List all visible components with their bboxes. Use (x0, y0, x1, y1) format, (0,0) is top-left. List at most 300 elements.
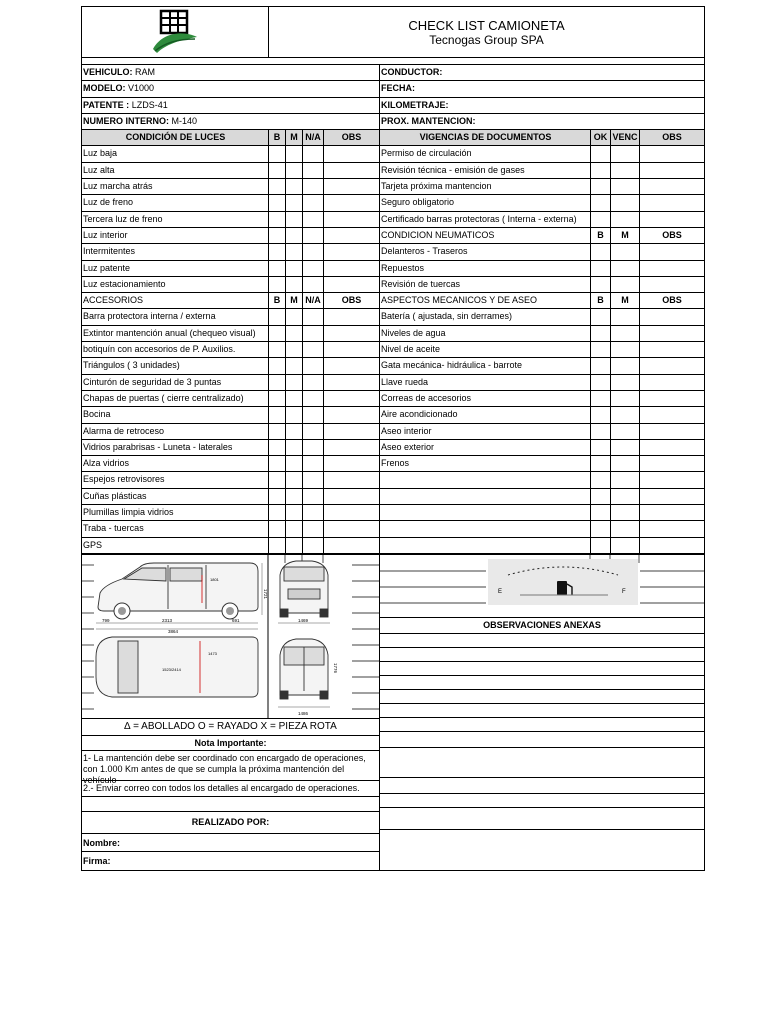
header (81, 6, 705, 58)
obs-cell[interactable] (323, 424, 379, 439)
info-row-conductor[interactable]: CONDUCTOR: (380, 65, 704, 81)
accessory-row (82, 456, 379, 472)
mechanical-row (380, 358, 704, 374)
mechanical-header-row (380, 293, 704, 309)
dim-1776: 1776 (333, 662, 338, 673)
lower-right (379, 555, 704, 870)
check-b-cell[interactable] (590, 358, 610, 373)
damage-legend: ∆ = ABOLLADO O = RAYADO X = PIEZA ROTA (82, 719, 379, 736)
dim-1473: 1473 (208, 650, 217, 656)
lights-col-b: B (268, 130, 285, 145)
obs-line[interactable] (380, 676, 704, 690)
empty-check-cell[interactable] (590, 505, 610, 520)
check-b-cell[interactable] (268, 326, 285, 341)
dim-1801: 1801 (210, 576, 219, 582)
lights-col-obs: OBS (323, 130, 379, 145)
document-item-label: Permiso de circulación (381, 148, 472, 159)
acc-col-obs: OBS (323, 293, 379, 308)
check-b-cell[interactable] (590, 424, 610, 439)
mechanical-item-label: Batería ( ajustada, sin derrames) (381, 311, 513, 322)
acc-col-m: M (285, 293, 302, 308)
nombre-row[interactable] (82, 834, 379, 852)
check-venc-cell[interactable] (610, 212, 639, 227)
notes-title: Nota Importante: (82, 736, 379, 751)
check-b-cell[interactable] (268, 342, 285, 357)
empty-check-cell[interactable] (610, 521, 639, 536)
empty-check-cell[interactable] (590, 538, 610, 553)
dim-691: 691 (232, 617, 240, 623)
obs-line[interactable] (380, 634, 704, 648)
left-column (82, 130, 379, 554)
obs-cell[interactable] (639, 277, 704, 292)
empty-obs-cell[interactable] (639, 505, 704, 520)
check-ok-cell[interactable] (590, 179, 610, 194)
mechanical-row (380, 309, 704, 325)
check-b-cell[interactable] (268, 538, 285, 553)
lights-col-m: M (285, 130, 302, 145)
obs-cell[interactable] (323, 309, 379, 324)
firma-row[interactable] (82, 852, 379, 870)
obs-cell[interactable] (639, 244, 704, 259)
check-m-cell[interactable] (285, 326, 302, 341)
check-b-cell[interactable] (268, 179, 285, 194)
obs-cell[interactable] (323, 146, 379, 161)
vehicle-info (81, 65, 705, 130)
obs-line[interactable] (380, 648, 704, 662)
accessory-item-label: Cinturón de seguridad de 3 puntas (83, 376, 222, 387)
check-na-cell[interactable] (302, 521, 323, 536)
document-row (380, 163, 704, 179)
check-ok-cell[interactable] (590, 195, 610, 210)
mechanical-item-label: Nivel de aceite (381, 344, 441, 355)
lights-header-row (82, 130, 379, 146)
check-b-cell[interactable] (268, 375, 285, 390)
check-m-cell[interactable] (610, 309, 639, 324)
mech-col-b: B (590, 293, 610, 308)
dim-1721: 1721 (263, 588, 268, 599)
check-b-cell[interactable] (590, 244, 610, 259)
obs-line[interactable] (380, 794, 704, 808)
vehicle-diagram (82, 555, 379, 719)
dim-2313: 2313 (162, 617, 173, 623)
check-na-cell[interactable] (302, 375, 323, 390)
check-ok-cell[interactable] (590, 146, 610, 161)
obs-cell[interactable] (323, 358, 379, 373)
check-m-cell[interactable] (610, 440, 639, 455)
light-row (82, 212, 379, 228)
check-na-cell[interactable] (302, 342, 323, 357)
empty-row (380, 521, 704, 537)
check-m-cell[interactable] (285, 456, 302, 471)
empty-check-cell[interactable] (590, 472, 610, 487)
accessories-header: ACCESORIOS (83, 295, 144, 306)
check-m-cell[interactable] (610, 261, 639, 276)
light-item-label: Intermitentes (83, 246, 136, 257)
check-m-cell[interactable] (285, 261, 302, 276)
light-item-label: Luz alta (83, 164, 115, 175)
check-m-cell[interactable] (610, 244, 639, 259)
mechanical-row (380, 424, 704, 440)
light-row (82, 228, 379, 244)
obs-line[interactable] (380, 808, 704, 830)
check-na-cell[interactable] (302, 326, 323, 341)
tires-col-obs: OBS (639, 228, 704, 243)
check-m-cell[interactable] (610, 326, 639, 341)
obs-cell[interactable] (639, 326, 704, 341)
empty-check-cell[interactable] (610, 538, 639, 553)
obs-cell[interactable] (323, 212, 379, 227)
check-m-cell[interactable] (285, 472, 302, 487)
check-m-cell[interactable] (285, 521, 302, 536)
light-row (82, 179, 379, 195)
check-m-cell[interactable] (285, 342, 302, 357)
mechanical-item-label: Frenos (381, 458, 410, 469)
check-m-cell[interactable] (610, 407, 639, 422)
check-na-cell[interactable] (302, 489, 323, 504)
check-m-cell[interactable] (285, 505, 302, 520)
check-b-cell[interactable] (268, 212, 285, 227)
check-na-cell[interactable] (302, 261, 323, 276)
check-b-cell[interactable] (268, 261, 285, 276)
accessory-row (82, 489, 379, 505)
check-b-cell[interactable] (268, 146, 285, 161)
document-row (380, 195, 704, 211)
check-b-cell[interactable] (268, 489, 285, 504)
light-item-label: Luz marcha atrás (83, 181, 153, 192)
check-b-cell[interactable] (268, 195, 285, 210)
obs-cell[interactable] (639, 309, 704, 324)
svg-text:E: E (498, 588, 503, 595)
check-venc-cell[interactable] (610, 195, 639, 210)
accessory-item-label: Chapas de puertas ( cierre centralizado) (83, 392, 244, 403)
obs-cell[interactable] (323, 472, 379, 487)
realizado-title: REALIZADO POR: (191, 816, 270, 827)
obs-cell[interactable] (323, 326, 379, 341)
check-b-cell[interactable] (268, 391, 285, 406)
accessory-row (82, 375, 379, 391)
note-2: 2.- Enviar correo con todos los detalles al encargado de operaciones. (82, 781, 379, 797)
check-m-cell[interactable] (285, 375, 302, 390)
check-m-cell[interactable] (285, 212, 302, 227)
obs-cell[interactable] (639, 212, 704, 227)
check-m-cell[interactable] (285, 163, 302, 178)
obs-anexas-title: OBSERVACIONES ANEXAS (483, 619, 601, 630)
check-b-cell[interactable] (268, 358, 285, 373)
check-m-cell[interactable] (285, 358, 302, 373)
check-b-cell[interactable] (590, 375, 610, 390)
info-row-patente: PATENTE : LZDS-41 (82, 98, 379, 114)
check-m-cell[interactable] (285, 407, 302, 422)
accessory-row (82, 521, 379, 537)
check-b-cell[interactable] (590, 440, 610, 455)
info-row-fecha[interactable]: FECHA: (380, 81, 704, 97)
empty-label-cell (380, 538, 590, 553)
check-b-cell[interactable] (590, 277, 610, 292)
obs-line[interactable] (380, 662, 704, 676)
obs-line[interactable] (380, 704, 704, 718)
obs-line[interactable] (380, 732, 704, 748)
obs-cell[interactable] (323, 456, 379, 471)
tire-item-label: Revisión de tuercas (381, 278, 461, 289)
obs-cell[interactable] (323, 375, 379, 390)
obs-cell[interactable] (639, 391, 704, 406)
check-m-cell[interactable] (285, 309, 302, 324)
light-row (82, 195, 379, 211)
empty-check-cell[interactable] (590, 521, 610, 536)
patente-value[interactable]: LZDS-41 (131, 99, 168, 110)
dim-799: 799 (102, 617, 110, 623)
check-m-cell[interactable] (610, 358, 639, 373)
vehicle-info-left (82, 65, 379, 130)
obs-cell[interactable] (639, 456, 704, 471)
firma-label: Firma: (83, 855, 111, 866)
check-b-cell[interactable] (590, 456, 610, 471)
obs-cell[interactable] (323, 505, 379, 520)
obs-cell[interactable] (639, 375, 704, 390)
obs-cell[interactable] (639, 407, 704, 422)
check-m-cell[interactable] (285, 195, 302, 210)
check-na-cell[interactable] (302, 505, 323, 520)
check-b-cell[interactable] (268, 440, 285, 455)
obs-line[interactable] (380, 778, 704, 794)
check-na-cell[interactable] (302, 407, 323, 422)
empty-obs-cell[interactable] (639, 489, 704, 504)
check-b-cell[interactable] (268, 309, 285, 324)
modelo-value[interactable]: V1000 (128, 83, 155, 94)
mechanical-row (380, 440, 704, 456)
realizado-row (82, 812, 379, 834)
tires-col-b: B (590, 228, 610, 243)
obs-cell[interactable] (639, 163, 704, 178)
check-m-cell[interactable] (285, 489, 302, 504)
check-m-cell[interactable] (610, 375, 639, 390)
accessory-item-label: Plumillas limpia vidrios (83, 507, 174, 518)
obs-cell[interactable] (639, 179, 704, 194)
check-na-cell[interactable] (302, 195, 323, 210)
check-m-cell[interactable] (610, 277, 639, 292)
obs-cell[interactable] (639, 424, 704, 439)
check-b-cell[interactable] (590, 391, 610, 406)
doc-col-ok: OK (590, 130, 610, 145)
check-b-cell[interactable] (268, 505, 285, 520)
obs-cell[interactable] (639, 440, 704, 455)
check-b-cell[interactable] (590, 309, 610, 324)
empty-check-cell[interactable] (590, 489, 610, 504)
numero-interno-value[interactable]: M-140 (171, 115, 198, 126)
empty-row (380, 472, 704, 488)
check-m-cell[interactable] (285, 538, 302, 553)
check-na-cell[interactable] (302, 456, 323, 471)
info-row-numero-interno: NUMERO INTERNO: M-140 (82, 114, 379, 130)
lower-section (81, 555, 705, 871)
document-row (380, 179, 704, 195)
accessory-row (82, 342, 379, 358)
mechanical-row (380, 407, 704, 423)
obs-cell[interactable] (323, 538, 379, 553)
empty-label-cell (380, 489, 590, 504)
obs-cell[interactable] (323, 179, 379, 194)
accessory-row (82, 309, 379, 325)
mechanical-row (380, 326, 704, 342)
check-ok-cell[interactable] (590, 163, 610, 178)
header-spacer (81, 58, 705, 65)
check-ok-cell[interactable] (590, 212, 610, 227)
check-m-cell[interactable] (285, 424, 302, 439)
check-b-cell[interactable] (268, 244, 285, 259)
empty-label-cell (380, 521, 590, 536)
empty-row (380, 489, 704, 505)
check-b-cell[interactable] (268, 472, 285, 487)
obs-cell[interactable] (323, 195, 379, 210)
accessory-row (82, 424, 379, 440)
window-leaf-logo-icon (145, 9, 205, 55)
check-b-cell[interactable] (590, 261, 610, 276)
check-m-cell[interactable] (610, 391, 639, 406)
check-m-cell[interactable] (610, 424, 639, 439)
check-m-cell[interactable] (610, 342, 639, 357)
accessory-item-label: Cuñas plásticas (83, 490, 147, 501)
obs-line[interactable] (380, 718, 704, 732)
check-b-cell[interactable] (268, 407, 285, 422)
obs-cell[interactable] (323, 521, 379, 536)
obs-cell[interactable] (323, 342, 379, 357)
check-na-cell[interactable] (302, 163, 323, 178)
tires-col-m: M (610, 228, 639, 243)
obs-cell[interactable] (639, 342, 704, 357)
empty-check-cell[interactable] (610, 472, 639, 487)
light-item-label: Luz estacionamiento (83, 278, 166, 289)
check-na-cell[interactable] (302, 179, 323, 194)
accessory-row (82, 407, 379, 423)
check-na-cell[interactable] (302, 309, 323, 324)
acc-col-na: N/A (302, 293, 323, 308)
mechanical-item-label: Llave rueda (381, 376, 429, 387)
empty-label-cell (380, 505, 590, 520)
obs-line[interactable] (380, 690, 704, 704)
form-title: CHECK LIST CAMIONETA (408, 17, 565, 33)
accessory-row (82, 391, 379, 407)
obs-cell[interactable] (323, 407, 379, 422)
lights-col-na: N/A (302, 130, 323, 145)
check-b-cell[interactable] (590, 407, 610, 422)
check-na-cell[interactable] (302, 391, 323, 406)
obs-cell[interactable] (323, 277, 379, 292)
check-m-cell[interactable] (285, 179, 302, 194)
info-row-kilometraje[interactable]: KILOMETRAJE: (380, 98, 704, 114)
check-na-cell[interactable] (302, 146, 323, 161)
document-item-label: Seguro obligatorio (381, 197, 455, 208)
empty-check-cell[interactable] (610, 505, 639, 520)
check-na-cell[interactable] (302, 228, 323, 243)
accessory-item-label: Espejos retrovisores (83, 474, 165, 485)
light-item-label: Luz patente (83, 262, 131, 273)
check-b-cell[interactable] (268, 456, 285, 471)
obs-line[interactable] (380, 830, 704, 848)
check-na-cell[interactable] (302, 472, 323, 487)
obs-cell[interactable] (639, 358, 704, 373)
light-row (82, 277, 379, 293)
check-b-cell[interactable] (590, 326, 610, 341)
light-item-label: Luz de freno (83, 197, 134, 208)
note-1: 1- La mantención debe ser coordinado con encargado de operaciones, con 1.000 Km antes de que se cumpla la próxima mantención del vehículo (82, 751, 379, 781)
obs-cell[interactable] (323, 440, 379, 455)
obs-cell[interactable] (639, 195, 704, 210)
mechanical-row (380, 456, 704, 472)
check-m-cell[interactable] (610, 456, 639, 471)
obs-cell[interactable] (323, 489, 379, 504)
info-row-prox-mantencion[interactable]: PROX. MANTENCION: (380, 114, 704, 130)
mechanical-item-label: Aseo exterior (381, 441, 435, 452)
info-row-vehiculo: VEHICULO: RAM (82, 65, 379, 81)
check-b-cell[interactable] (268, 228, 285, 243)
accessory-item-label: Barra protectora interna / externa (83, 311, 216, 322)
empty-label-cell (380, 472, 590, 487)
check-m-cell[interactable] (285, 228, 302, 243)
obs-cell[interactable] (323, 244, 379, 259)
vehiculo-value[interactable]: RAM (135, 67, 156, 77)
obs-cell[interactable] (639, 146, 704, 161)
check-na-cell[interactable] (302, 244, 323, 259)
check-m-cell[interactable] (285, 244, 302, 259)
obs-lines[interactable] (380, 634, 704, 848)
obs-cell[interactable] (639, 261, 704, 276)
check-b-cell[interactable] (268, 521, 285, 536)
checklist-body (81, 130, 705, 555)
obs-cell[interactable] (323, 261, 379, 276)
dim-3864: 3864 (168, 628, 179, 634)
obs-cell[interactable] (323, 391, 379, 406)
check-na-cell[interactable] (302, 358, 323, 373)
doc-col-venc: VENC (610, 130, 639, 145)
mechanical-row (380, 391, 704, 407)
light-item-label: Luz interior (83, 229, 128, 240)
documents-header: VIGENCIAS DE DOCUMENTOS (419, 132, 552, 143)
check-m-cell[interactable] (285, 146, 302, 161)
obs-cell[interactable] (323, 228, 379, 243)
empty-obs-cell[interactable] (639, 521, 704, 536)
light-item-label: Tercera luz de freno (83, 213, 163, 224)
check-na-cell[interactable] (302, 440, 323, 455)
check-na-cell[interactable] (302, 538, 323, 553)
empty-check-cell[interactable] (610, 489, 639, 504)
dim-1469: 1469 (298, 617, 309, 623)
mech-col-m: M (610, 293, 639, 308)
check-b-cell[interactable] (268, 277, 285, 292)
documents-header-row (380, 130, 704, 146)
tire-row (380, 277, 704, 293)
check-na-cell[interactable] (302, 424, 323, 439)
mechanical-header: ASPECTOS MECANICOS Y DE ASEO (381, 295, 538, 306)
check-venc-cell[interactable] (610, 163, 639, 178)
check-b-cell[interactable] (590, 342, 610, 357)
check-b-cell[interactable] (268, 163, 285, 178)
check-m-cell[interactable] (285, 440, 302, 455)
obs-line[interactable] (380, 748, 704, 778)
empty-obs-cell[interactable] (639, 538, 704, 553)
obs-cell[interactable] (323, 163, 379, 178)
check-m-cell[interactable] (285, 391, 302, 406)
check-b-cell[interactable] (268, 424, 285, 439)
check-na-cell[interactable] (302, 212, 323, 227)
check-venc-cell[interactable] (610, 179, 639, 194)
blank-row (82, 797, 379, 812)
company-name: Tecnogas Group SPA (429, 32, 544, 47)
empty-obs-cell[interactable] (639, 472, 704, 487)
check-m-cell[interactable] (285, 277, 302, 292)
light-item-label: Luz baja (83, 148, 118, 159)
check-na-cell[interactable] (302, 277, 323, 292)
check-venc-cell[interactable] (610, 146, 639, 161)
